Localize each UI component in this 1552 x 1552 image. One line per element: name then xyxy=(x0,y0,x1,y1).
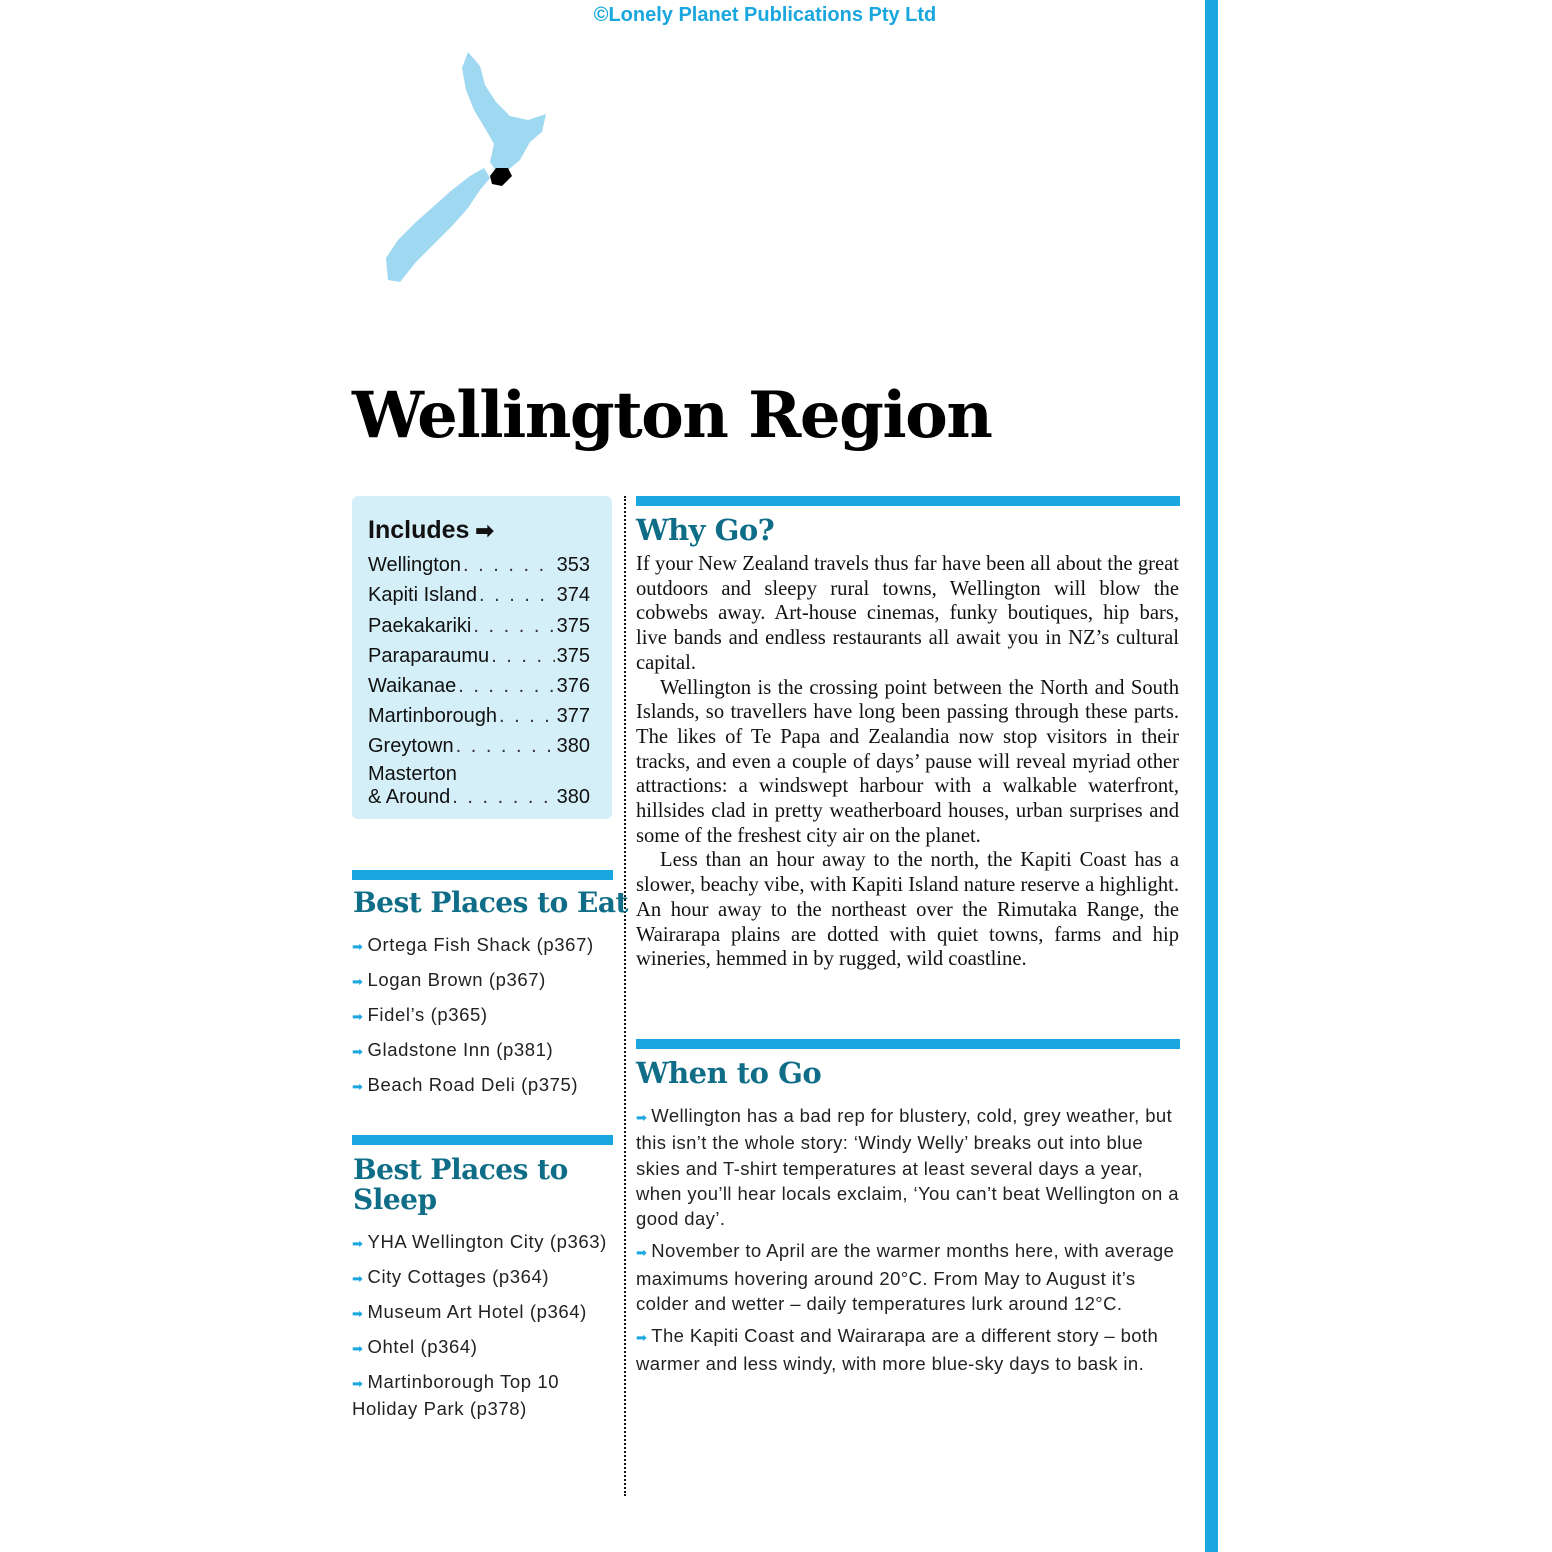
includes-item-name-line2: & Around xyxy=(368,786,451,809)
list-item-text: YHA Wellington City (p363) xyxy=(367,1231,607,1252)
list-item[interactable] xyxy=(352,1334,614,1361)
includes-item[interactable] xyxy=(368,728,590,758)
includes-heading-text: Includes xyxy=(368,516,470,544)
list-item[interactable] xyxy=(352,1264,614,1291)
includes-item-page: 375 xyxy=(556,614,590,637)
leader-dots xyxy=(491,645,554,668)
includes-item[interactable] xyxy=(368,607,590,637)
sleep-heading-line1: Best Places to xyxy=(353,1153,568,1186)
includes-item[interactable] xyxy=(368,668,590,698)
list-item-text: Museum Art Hotel (p364) xyxy=(367,1301,587,1322)
leader-dots xyxy=(458,675,554,698)
sleep-heading xyxy=(353,1155,568,1215)
list-item-text: November to April are the warmer months here, with average maximums hovering around 20°C. From May to August it’s colder and wetter – daily temperatures lurk around 12°C. xyxy=(636,1240,1175,1315)
eat-section-bar xyxy=(352,870,613,880)
arrow-right-icon: ➡ xyxy=(352,1044,364,1059)
includes-item-name-line1: Masterton xyxy=(368,763,457,786)
list-item-text: Wellington has a bad rep for blustery, cold, grey weather, but this isn’t the whole story: ‘Windy Welly’ breaks out into blue skies and T-shirt temperatures at least several days a year, when you’ll hear locals exclaim, ‘You can’t beat Wellington on a good day’. xyxy=(636,1105,1179,1230)
arrow-right-icon: ➡ xyxy=(352,1079,364,1094)
eat-heading: Best Places to Eat xyxy=(353,886,628,919)
why-heading: Why Go? xyxy=(636,513,775,547)
eat-list xyxy=(352,932,614,1107)
includes-item[interactable] xyxy=(368,547,590,577)
arrow-right-icon: ➡ xyxy=(352,1009,364,1024)
includes-item[interactable] xyxy=(368,698,590,728)
includes-item[interactable] xyxy=(368,638,590,668)
when-list xyxy=(636,1103,1181,1383)
list-item-text: Ortega Fish Shack (p367) xyxy=(367,934,594,955)
arrow-right-icon: ➡ xyxy=(352,1271,364,1286)
list-item-text: Fidel’s (p365) xyxy=(367,1004,488,1025)
arrow-right-icon: ➡ xyxy=(352,939,364,954)
list-item xyxy=(636,1103,1181,1231)
includes-item[interactable] xyxy=(368,577,590,607)
includes-item-name: Waikanae xyxy=(368,674,457,697)
list-item[interactable] xyxy=(352,1299,614,1326)
list-item[interactable] xyxy=(352,1229,614,1256)
includes-item-page: 380 xyxy=(556,786,590,809)
arrow-right-icon: ➡ xyxy=(352,1236,364,1251)
list-item[interactable] xyxy=(352,932,614,959)
list-item[interactable] xyxy=(352,1369,614,1421)
north-island-shape xyxy=(462,52,546,174)
includes-item-name: Paekakariki xyxy=(368,614,472,637)
arrow-right-icon: ➡ xyxy=(475,517,494,543)
leader-dots xyxy=(479,584,555,607)
leader-dots xyxy=(463,554,555,577)
list-item-text: Ohtel (p364) xyxy=(367,1336,478,1357)
south-island-shape xyxy=(386,168,490,282)
list-item xyxy=(636,1238,1181,1316)
why-section-bar xyxy=(636,496,1180,506)
list-item-text: City Cottages (p364) xyxy=(367,1266,550,1287)
leader-dots xyxy=(499,705,555,728)
when-section-bar xyxy=(636,1039,1180,1049)
leader-dots xyxy=(456,735,555,758)
arrow-right-icon: ➡ xyxy=(636,1110,648,1125)
includes-item-name: Greytown xyxy=(368,735,454,758)
includes-item-page: 380 xyxy=(556,735,590,758)
wellington-region-highlight xyxy=(490,168,512,186)
includes-item-name: Martinborough xyxy=(368,705,497,728)
arrow-right-icon: ➡ xyxy=(636,1330,648,1346)
list-item[interactable] xyxy=(352,1072,614,1099)
why-paragraph: Less than an hour away to the north, the Kapiti Coast has a slower, beachy vibe, with Kapiti Island nature reserve a highlight. An hour away to the northeast over the Rimutaka Range, the Wairarapa plains are dotted with quiet towns, farms and hip wineries, hemmed in by rugged, wild coastline. xyxy=(636,849,1179,971)
list-item-text: Martinborough Top 10 Holiday Park (p378) xyxy=(352,1371,560,1419)
includes-item-page: 376 xyxy=(556,674,590,697)
column-divider xyxy=(624,496,626,1496)
arrow-right-icon: ➡ xyxy=(352,1341,364,1356)
page-edge-bar xyxy=(1205,0,1218,1552)
includes-item-name: Kapiti Island xyxy=(368,584,477,607)
copyright-notice: ©Lonely Planet Publications Pty Ltd xyxy=(593,4,937,26)
list-item-text: Beach Road Deli (p375) xyxy=(367,1074,579,1095)
leader-dots xyxy=(452,786,554,809)
list-item-text: The Kapiti Coast and Wairarapa are a different story – both warmer and less windy, with more blue-sky days to bask in. xyxy=(636,1325,1159,1374)
includes-heading xyxy=(368,516,590,545)
includes-item-name: Paraparaumu xyxy=(368,644,490,667)
why-paragraph: Wellington is the crossing point between the North and South Islands, so travellers have long been passing through these parts. The likes of Te Papa and Zealandia now stop visitors in their tracks, and even a couple of days’ pause will reveal myriad other attractions: a windswept harbour with a walkable waterfront, hillsides clad in pretty weatherboard houses, urban surprises and some of the freshest city air on the planet. xyxy=(636,676,1179,847)
sleep-heading-line2: Sleep xyxy=(353,1183,437,1216)
arrow-right-icon: ➡ xyxy=(352,1376,364,1391)
list-item[interactable] xyxy=(352,1002,614,1029)
list-item[interactable] xyxy=(352,1037,614,1064)
list-item-text: Gladstone Inn (p381) xyxy=(367,1039,554,1060)
includes-item-page: 353 xyxy=(556,554,590,577)
sleep-section-bar xyxy=(352,1135,613,1145)
includes-item[interactable] xyxy=(368,763,590,809)
includes-item-page: 374 xyxy=(556,584,590,607)
when-heading: When to Go xyxy=(636,1056,822,1090)
arrow-right-icon: ➡ xyxy=(636,1245,648,1261)
leader-dots xyxy=(473,615,554,638)
list-item-text: Logan Brown (p367) xyxy=(367,969,546,990)
new-zealand-map xyxy=(370,50,570,295)
includes-item-page: 375 xyxy=(556,644,590,667)
list-item[interactable] xyxy=(352,967,614,994)
arrow-right-icon: ➡ xyxy=(352,974,364,989)
sleep-list xyxy=(352,1229,614,1429)
page-title: Wellington Region xyxy=(352,378,992,453)
includes-item-name: Wellington xyxy=(368,554,462,577)
why-body xyxy=(636,552,1179,972)
includes-item-page: 377 xyxy=(556,705,590,728)
includes-box xyxy=(352,496,612,819)
list-item xyxy=(636,1323,1181,1376)
why-paragraph: If your New Zealand travels thus far have been all about the great outdoors and sleepy rural towns, Wellington will blow the cobwebs away. Art-house cinemas, funky boutiques, hip bars, live bands and endless restaurants all await you in NZ’s cultural capital. xyxy=(636,553,1179,674)
arrow-right-icon: ➡ xyxy=(352,1306,364,1321)
